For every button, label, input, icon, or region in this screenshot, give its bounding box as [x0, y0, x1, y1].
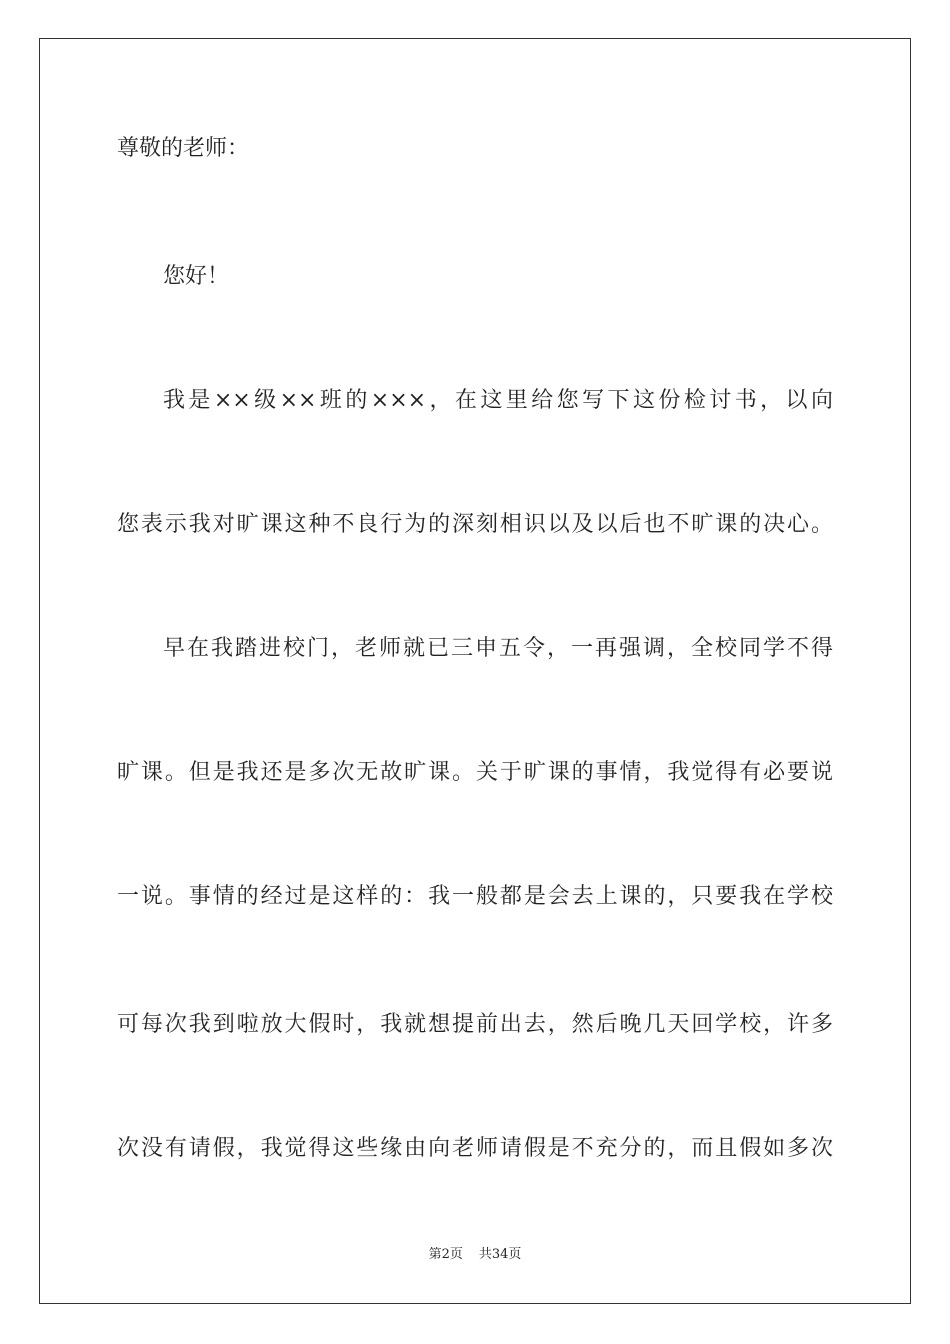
body-line-6: 可每次我到啦放大假时，我就想提前出去，然后晚几天回学校，许多: [117, 1012, 833, 1037]
page-footer: [0, 1246, 950, 1264]
body-line-7: 次没有请假，我觉得这些缘由向老师请假是不充分的，而且假如多次: [117, 1136, 833, 1161]
body-line-5: 一说。事情的经过是这样的：我一般都是会去上课的，只要我在学校: [117, 884, 833, 909]
body-line-2: 您表示我对旷课这种不良行为的深刻相识以及以后也不旷课的决心。: [117, 512, 833, 537]
page-total: 共34页: [478, 1247, 522, 1262]
body-line-3: 早在我踏进校门，老师就已三申五令，一再强调，全校同学不得: [163, 636, 833, 661]
body-line-1: 我是××级××班的×××，在这里给您写下这份检讨书，以向: [163, 388, 833, 413]
greeting: 您好！: [163, 264, 230, 289]
body-line-4: 旷课。但是我还是多次无故旷课。关于旷课的事情，我觉得有必要说: [117, 760, 833, 785]
page-number: 第2页: [428, 1247, 463, 1262]
salutation: 尊敬的老师：: [117, 136, 250, 161]
page-frame: [39, 38, 911, 1304]
